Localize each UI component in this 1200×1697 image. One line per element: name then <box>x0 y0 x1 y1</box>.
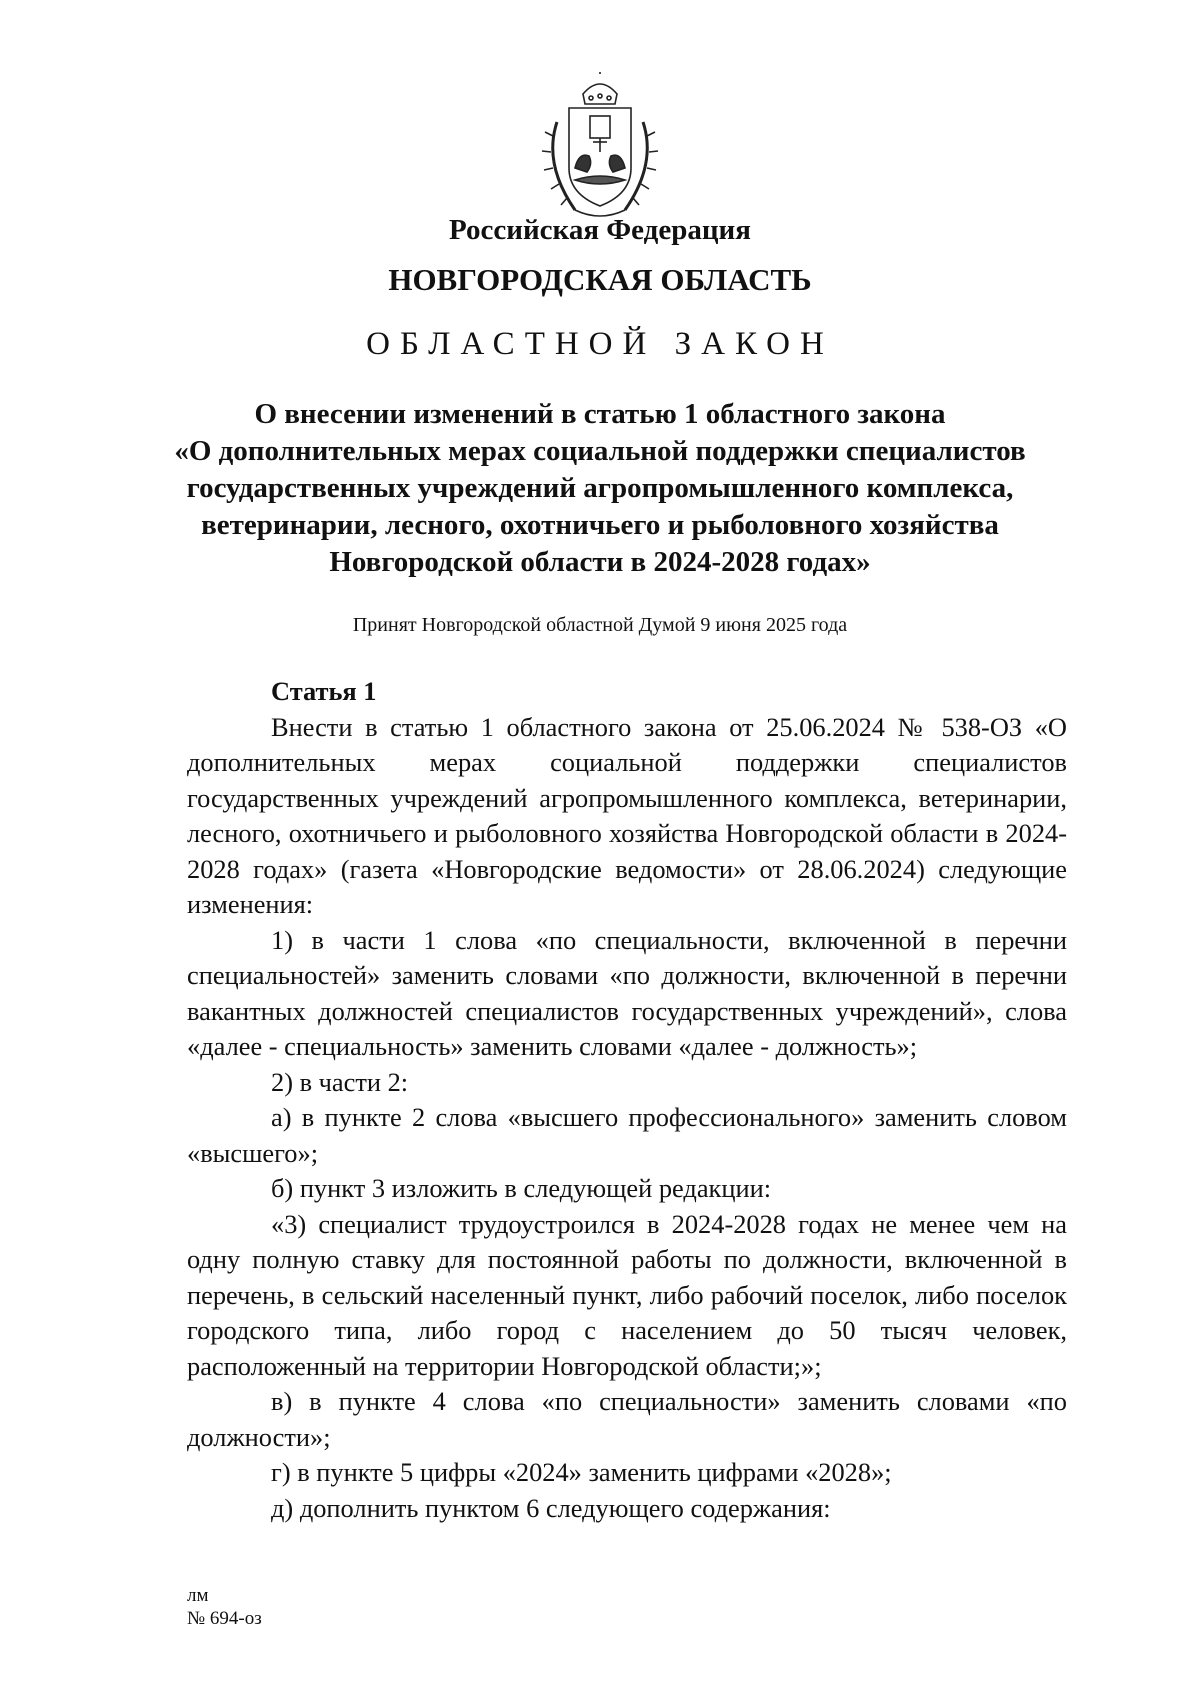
article-paragraph: б) пункт 3 изложить в следующей редакции: <box>271 1173 772 1203</box>
adoption-note: Принят Новгородской областной Думой 9 июня 2025 года <box>352 614 848 636</box>
law-title-line: государственных учреждений агропромышленного комплекса, <box>186 472 1014 504</box>
operator-initials: лм <box>187 1585 209 1606</box>
law-title <box>150 396 1050 581</box>
article-paragraph: г) в пункте 5 цифры «2024» заменить цифрами «2028»; <box>271 1457 892 1487</box>
law-title-line: «О дополнительных мерах социальной поддержки специалистов <box>174 435 1026 467</box>
law-number: № 694-оз <box>187 1608 262 1629</box>
article-paragraph: «3) специалист трудоустроился в 2024-2028 годах не менее чем на одну полную ставку для постоянной работы по должности, включенной в перечень, в сельский населенный пункт, либо рабочий поселок, либо поселок городского типа, либо город с населением до 50 тысяч человек, расположенный на территории Новгородской области;»; <box>187 1208 1067 1381</box>
law-title-line: Новгородской области в 2024-2028 годах» <box>329 546 871 578</box>
document-type-heading: ОБЛАСТНОЙ ЗАКОН <box>366 326 834 362</box>
article-paragraph: Внести в статью 1 областного закона от 25.06.2024 № 538-ОЗ «О дополнительных мерах социальной поддержки специалистов государственных учреждений агропромышленного комплекса, ветеринарии, лесного, охотничьего и рыболовного хозяйства Новгородской области в 2024-2028 годах» (газета «Новгородские ведомости» от 28.06.2024) следующие изменения: <box>187 711 1067 919</box>
article-body <box>187 674 1067 1526</box>
region-heading: НОВГОРОДСКАЯ ОБЛАСТЬ <box>388 262 812 297</box>
document-footer <box>187 1584 262 1630</box>
article-paragraph: в) в пункте 4 слова «по специальности» заменить словами «по должности»; <box>187 1386 1067 1452</box>
article-title: Статья 1 <box>271 676 377 706</box>
coat-of-arms-icon <box>535 72 665 222</box>
law-title-line: ветеринарии, лесного, охотничьего и рыболовного хозяйства <box>201 509 999 541</box>
article-paragraph: д) дополнить пунктом 6 следующего содержания: <box>271 1492 831 1523</box>
country-heading: Российская Федерация <box>449 214 751 246</box>
law-title-line: О внесении изменений в статью 1 областного закона <box>254 398 946 430</box>
article-paragraph: 2) в части 2: <box>271 1066 409 1097</box>
article-paragraph: 1) в части 1 слова «по специальности, включенной в перечни специальностей» заменить словами «по должности, включенной в перечни вакантных должностей специалистов государственных учреждений», слова «далее - специальность» заменить словами «далее - должность»; <box>187 924 1067 1061</box>
article-paragraph: а) в пункте 2 слова «высшего профессионального» заменить словом «высшего»; <box>187 1102 1067 1168</box>
